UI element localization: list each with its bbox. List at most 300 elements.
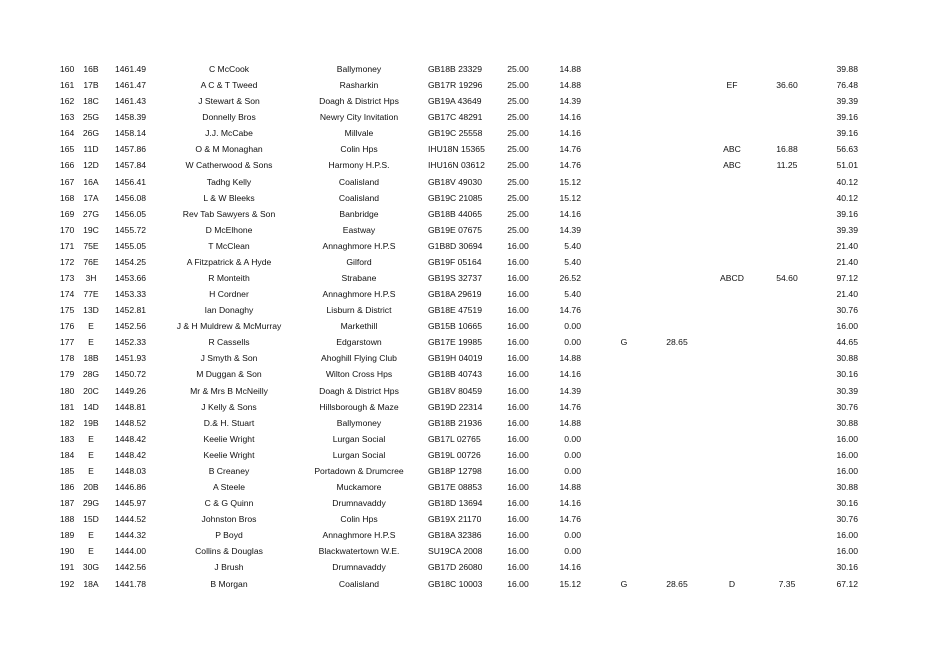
fancier-name-cell: O & M Monaghan bbox=[195, 144, 263, 155]
velocity-cell: 1450.72 bbox=[115, 369, 147, 380]
club-cell: Harmony H.P.S. bbox=[328, 160, 390, 171]
fancier-name-cell: C & G Quinn bbox=[204, 498, 254, 509]
section-cell: 18B bbox=[83, 353, 99, 364]
prize-points-cell: 25.00 bbox=[507, 80, 529, 91]
table-row bbox=[0, 511, 936, 527]
section-points-cell: 14.88 bbox=[559, 64, 581, 74]
prize-points-cell: 16.00 bbox=[507, 546, 529, 557]
section-cell: 26G bbox=[82, 128, 100, 139]
ring-number-cell: GB18D 13694 bbox=[428, 498, 483, 509]
pool2-code-cell: D bbox=[728, 578, 736, 589]
prize-points-cell: 25.00 bbox=[507, 224, 529, 235]
prize-points-cell: 25.00 bbox=[507, 160, 529, 171]
section-cell: 27G bbox=[82, 208, 100, 219]
table-row bbox=[0, 270, 936, 286]
total-cell: 39.16 bbox=[836, 112, 858, 123]
section-cell: 18A bbox=[83, 578, 99, 589]
table-row bbox=[0, 559, 936, 575]
section-points-cell: 5.40 bbox=[564, 289, 581, 300]
section-points-cell: 0.00 bbox=[564, 449, 581, 460]
fancier-name-cell: Rev Tab Sawyers & Son bbox=[182, 208, 276, 219]
position-cell: 189 bbox=[60, 530, 75, 541]
fancier-name-cell: A Steele bbox=[212, 482, 245, 493]
prize-points-cell: 25.00 bbox=[507, 208, 529, 219]
velocity-cell: 1458.14 bbox=[115, 128, 147, 139]
pool2-code-cell: ABC bbox=[723, 144, 741, 155]
position-cell: 165 bbox=[60, 144, 75, 155]
fancier-name-cell: Tadhg Kelly bbox=[206, 176, 252, 187]
velocity-cell: 1453.33 bbox=[115, 289, 147, 300]
ring-number-cell: GB17E 19985 bbox=[428, 337, 482, 348]
fancier-name-cell: D McElhone bbox=[205, 224, 253, 235]
section-points-cell: 14.88 bbox=[559, 482, 581, 493]
table-row bbox=[0, 463, 936, 479]
fancier-name-cell: R Cassells bbox=[208, 337, 250, 348]
club-cell: Ballymoney bbox=[336, 64, 382, 74]
velocity-cell: 1446.86 bbox=[115, 482, 147, 493]
ring-number-cell: GB19X 21170 bbox=[428, 514, 482, 525]
velocity-cell: 1448.81 bbox=[115, 401, 147, 412]
table-row bbox=[0, 61, 936, 77]
position-cell: 171 bbox=[60, 240, 75, 251]
section-cell: 20B bbox=[83, 482, 99, 493]
ring-number-cell: GB18C 10003 bbox=[428, 578, 483, 589]
prize-points-cell: 16.00 bbox=[507, 530, 529, 541]
table-row bbox=[0, 350, 936, 366]
prize-points-cell: 25.00 bbox=[507, 96, 529, 107]
position-cell: 162 bbox=[60, 96, 75, 107]
fancier-name-cell: Keelie Wright bbox=[203, 449, 255, 460]
table-row bbox=[0, 286, 936, 302]
ring-number-cell: GB19D 22314 bbox=[428, 401, 483, 412]
club-cell: Lurgan Social bbox=[332, 433, 386, 444]
position-cell: 188 bbox=[60, 514, 75, 525]
ring-number-cell: GB19C 21085 bbox=[428, 192, 483, 203]
section-points-cell: 14.16 bbox=[559, 498, 581, 509]
position-cell: 164 bbox=[60, 128, 75, 139]
section-cell: 25G bbox=[82, 112, 100, 123]
table-row bbox=[0, 157, 936, 173]
ring-number-cell: GB18V 49030 bbox=[428, 176, 482, 187]
total-cell: 30.76 bbox=[836, 514, 858, 525]
section-cell: 13D bbox=[83, 305, 99, 316]
prize-points-cell: 16.00 bbox=[507, 562, 529, 573]
total-cell: 21.40 bbox=[836, 289, 858, 300]
club-cell: Lisburn & District bbox=[326, 305, 392, 316]
fancier-name-cell: Donnelly Bros bbox=[202, 112, 256, 123]
section-cell: 30G bbox=[82, 562, 100, 573]
club-cell: Gilford bbox=[346, 256, 372, 267]
pool1-code-cell: G bbox=[620, 337, 628, 348]
section-cell: 29G bbox=[82, 498, 100, 509]
total-cell: 21.40 bbox=[836, 240, 858, 251]
prize-points-cell: 25.00 bbox=[507, 64, 529, 74]
velocity-cell: 1455.72 bbox=[115, 224, 147, 235]
section-points-cell: 14.16 bbox=[559, 208, 581, 219]
section-points-cell: 5.40 bbox=[564, 240, 581, 251]
club-cell: Blackwatertown W.E. bbox=[318, 546, 400, 557]
prize-points-cell: 16.00 bbox=[507, 273, 529, 284]
pool2-code-cell: ABCD bbox=[720, 273, 744, 284]
ring-number-cell: IHU18N 15365 bbox=[428, 144, 485, 155]
prize-points-cell: 16.00 bbox=[507, 401, 529, 412]
velocity-cell: 1444.00 bbox=[115, 546, 147, 557]
ring-number-cell: GB15B 10665 bbox=[428, 321, 482, 332]
velocity-cell: 1448.42 bbox=[115, 433, 147, 444]
pool2-amount-cell: 7.35 bbox=[778, 578, 796, 589]
section-cell: E bbox=[88, 433, 94, 444]
total-cell: 16.00 bbox=[836, 465, 858, 476]
total-cell: 16.00 bbox=[836, 433, 858, 444]
fancier-name-cell: P Boyd bbox=[215, 530, 243, 541]
position-cell: 187 bbox=[60, 498, 75, 509]
fancier-name-cell: J Kelly & Sons bbox=[201, 401, 257, 412]
ring-number-cell: GB17D 26080 bbox=[428, 562, 483, 573]
total-cell: 30.16 bbox=[836, 498, 858, 509]
fancier-name-cell: M Duggan & Son bbox=[196, 369, 262, 380]
section-points-cell: 0.00 bbox=[564, 465, 581, 476]
table-row bbox=[0, 302, 936, 318]
total-cell: 30.88 bbox=[836, 353, 858, 364]
ring-number-cell: G1B8D 30694 bbox=[428, 240, 483, 251]
position-cell: 174 bbox=[60, 289, 75, 300]
prize-points-cell: 16.00 bbox=[507, 498, 529, 509]
total-cell: 39.88 bbox=[836, 64, 858, 74]
section-cell: E bbox=[88, 337, 94, 348]
velocity-cell: 1452.56 bbox=[115, 321, 147, 332]
table-row bbox=[0, 125, 936, 141]
fancier-name-cell: J & H Muldrew & McMurray bbox=[176, 321, 282, 332]
club-cell: Markethill bbox=[340, 321, 378, 332]
velocity-cell: 1448.42 bbox=[115, 449, 147, 460]
ring-number-cell: GB17L 02765 bbox=[428, 433, 481, 444]
section-cell: 19C bbox=[83, 224, 99, 235]
prize-points-cell: 16.00 bbox=[507, 289, 529, 300]
table-row bbox=[0, 206, 936, 222]
club-cell: Ahoghill Flying Club bbox=[321, 353, 397, 364]
total-cell: 30.16 bbox=[836, 562, 858, 573]
position-cell: 166 bbox=[60, 160, 75, 171]
section-points-cell: 14.39 bbox=[559, 385, 581, 396]
position-cell: 191 bbox=[60, 562, 75, 573]
total-cell: 97.12 bbox=[836, 273, 858, 284]
velocity-cell: 1456.08 bbox=[115, 192, 147, 203]
fancier-name-cell: T McClean bbox=[208, 240, 250, 251]
ring-number-cell: GB17R 19296 bbox=[428, 80, 483, 91]
pool2-code-cell: EF bbox=[726, 80, 738, 91]
velocity-cell: 1458.39 bbox=[115, 112, 147, 123]
club-cell: Hillsborough & Maze bbox=[319, 401, 399, 412]
ring-number-cell: GB18B 23329 bbox=[428, 64, 482, 74]
total-cell: 16.00 bbox=[836, 449, 858, 460]
table-row bbox=[0, 495, 936, 511]
position-cell: 179 bbox=[60, 369, 75, 380]
ring-number-cell: GB18A 32386 bbox=[428, 530, 482, 541]
velocity-cell: 1444.52 bbox=[115, 514, 147, 525]
fancier-name-cell: A C & T Tweed bbox=[200, 80, 258, 91]
table-row bbox=[0, 447, 936, 463]
section-cell: 17A bbox=[83, 192, 99, 203]
table-row bbox=[0, 174, 936, 190]
club-cell: Colin Hps bbox=[340, 144, 378, 155]
ring-number-cell: SU19CA 2008 bbox=[428, 546, 483, 557]
ring-number-cell: GB19E 07675 bbox=[428, 224, 482, 235]
club-cell: Muckamore bbox=[336, 482, 382, 493]
section-points-cell: 0.00 bbox=[564, 546, 581, 557]
table-row bbox=[0, 222, 936, 238]
fancier-name-cell: Keelie Wright bbox=[203, 433, 255, 444]
section-cell: 20C bbox=[83, 385, 99, 396]
total-cell: 39.39 bbox=[836, 224, 858, 235]
section-cell: 18C bbox=[83, 96, 99, 107]
prize-points-cell: 16.00 bbox=[507, 433, 529, 444]
ring-number-cell: GB17C 48291 bbox=[428, 112, 483, 123]
section-points-cell: 0.00 bbox=[564, 321, 581, 332]
club-cell: Newry City Invitation bbox=[319, 112, 399, 123]
position-cell: 192 bbox=[60, 578, 75, 589]
section-cell: E bbox=[88, 530, 94, 541]
ring-number-cell: GB18E 47519 bbox=[428, 305, 482, 316]
total-cell: 76.48 bbox=[836, 80, 858, 91]
club-cell: Drumnavaddy bbox=[332, 498, 386, 509]
total-cell: 16.00 bbox=[836, 321, 858, 332]
pool2-code-cell: ABC bbox=[723, 160, 741, 171]
total-cell: 21.40 bbox=[836, 256, 858, 267]
table-row bbox=[0, 318, 936, 334]
position-cell: 161 bbox=[60, 80, 75, 91]
club-cell: Colin Hps bbox=[340, 514, 378, 525]
velocity-cell: 1444.32 bbox=[115, 530, 147, 541]
table-row bbox=[0, 383, 936, 399]
section-cell: 28G bbox=[82, 369, 100, 380]
prize-points-cell: 16.00 bbox=[507, 385, 529, 396]
total-cell: 51.01 bbox=[836, 160, 858, 171]
position-cell: 160 bbox=[60, 64, 75, 74]
ring-number-cell: GB18V 80459 bbox=[428, 385, 482, 396]
total-cell: 67.12 bbox=[836, 578, 858, 589]
fancier-name-cell: D.& H. Stuart bbox=[203, 417, 255, 428]
section-points-cell: 14.39 bbox=[559, 96, 581, 107]
section-points-cell: 15.12 bbox=[559, 192, 581, 203]
ring-number-cell: IHU16N 03612 bbox=[428, 160, 485, 171]
club-cell: Ballymoney bbox=[336, 417, 382, 428]
fancier-name-cell: J Smyth & Son bbox=[200, 353, 258, 364]
total-cell: 30.39 bbox=[836, 385, 858, 396]
club-cell: Annaghmore H.P.S bbox=[322, 240, 396, 251]
velocity-cell: 1457.86 bbox=[115, 144, 147, 155]
velocity-cell: 1449.26 bbox=[115, 385, 147, 396]
section-cell: 11D bbox=[83, 144, 99, 155]
section-points-cell: 14.76 bbox=[559, 514, 581, 525]
position-cell: 185 bbox=[60, 465, 75, 476]
club-cell: Rasharkin bbox=[339, 80, 379, 91]
section-points-cell: 14.16 bbox=[559, 128, 581, 139]
total-cell: 39.16 bbox=[836, 128, 858, 139]
club-cell: Portadown & Drumcree bbox=[314, 465, 404, 476]
ring-number-cell: GB19S 32737 bbox=[428, 273, 482, 284]
section-cell: 19B bbox=[83, 417, 99, 428]
fancier-name-cell: A Fitzpatrick & A Hyde bbox=[186, 256, 272, 267]
fancier-name-cell: C McCook bbox=[208, 64, 250, 74]
ring-number-cell: GB19C 25558 bbox=[428, 128, 483, 139]
fancier-name-cell: J.J. McCabe bbox=[205, 128, 253, 139]
velocity-cell: 1451.93 bbox=[115, 353, 147, 364]
ring-number-cell: GB18B 44065 bbox=[428, 208, 482, 219]
table-row bbox=[0, 141, 936, 157]
section-points-cell: 14.16 bbox=[559, 562, 581, 573]
ring-number-cell: GB19L 00726 bbox=[428, 449, 481, 460]
total-cell: 30.76 bbox=[836, 401, 858, 412]
prize-points-cell: 16.00 bbox=[507, 417, 529, 428]
club-cell: Lurgan Social bbox=[332, 449, 386, 460]
fancier-name-cell: Ian Donaghy bbox=[204, 305, 254, 316]
position-cell: 190 bbox=[60, 546, 75, 557]
club-cell: Banbridge bbox=[339, 208, 379, 219]
position-cell: 170 bbox=[60, 224, 75, 235]
ring-number-cell: GB19A 43649 bbox=[428, 96, 482, 107]
club-cell: Drumnavaddy bbox=[332, 562, 386, 573]
pool1-amount-cell: 28.65 bbox=[666, 337, 688, 348]
section-cell: 75E bbox=[83, 240, 99, 251]
position-cell: 173 bbox=[60, 273, 75, 284]
velocity-cell: 1455.05 bbox=[115, 240, 147, 251]
section-points-cell: 14.76 bbox=[559, 401, 581, 412]
velocity-cell: 1454.25 bbox=[115, 256, 147, 267]
velocity-cell: 1461.43 bbox=[115, 96, 147, 107]
prize-points-cell: 16.00 bbox=[507, 240, 529, 251]
club-cell: Millvale bbox=[344, 128, 374, 139]
position-cell: 172 bbox=[60, 256, 75, 267]
table-row bbox=[0, 415, 936, 431]
pool1-code-cell: G bbox=[620, 578, 628, 589]
section-points-cell: 14.76 bbox=[559, 305, 581, 316]
total-cell: 40.12 bbox=[836, 192, 858, 203]
section-cell: 12D bbox=[83, 160, 99, 171]
prize-points-cell: 16.00 bbox=[507, 369, 529, 380]
section-points-cell: 0.00 bbox=[564, 530, 581, 541]
section-points-cell: 0.00 bbox=[564, 433, 581, 444]
total-cell: 30.16 bbox=[836, 369, 858, 380]
total-cell: 40.12 bbox=[836, 176, 858, 187]
fancier-name-cell: Collins & Douglas bbox=[195, 546, 263, 557]
position-cell: 178 bbox=[60, 353, 75, 364]
pool2-amount-cell: 16.88 bbox=[776, 144, 798, 155]
club-cell: Doagh & District Hps bbox=[319, 96, 399, 107]
section-points-cell: 14.16 bbox=[559, 112, 581, 123]
pool2-amount-cell: 36.60 bbox=[776, 80, 798, 91]
fancier-name-cell: H Cordner bbox=[209, 289, 249, 300]
section-cell: E bbox=[88, 321, 94, 332]
club-cell: Doagh & District Hps bbox=[319, 385, 399, 396]
fancier-name-cell: B Morgan bbox=[210, 578, 248, 589]
section-points-cell: 14.76 bbox=[559, 144, 581, 155]
section-points-cell: 15.12 bbox=[559, 176, 581, 187]
table-row bbox=[0, 254, 936, 270]
section-cell: 76E bbox=[83, 256, 99, 267]
club-cell: Annaghmore H.P.S bbox=[322, 530, 396, 541]
fancier-name-cell: R Monteith bbox=[208, 273, 250, 284]
table-row bbox=[0, 527, 936, 543]
section-cell: E bbox=[88, 465, 94, 476]
prize-points-cell: 16.00 bbox=[507, 256, 529, 267]
ring-number-cell: GB18A 29619 bbox=[428, 289, 482, 300]
table-row bbox=[0, 238, 936, 254]
prize-points-cell: 16.00 bbox=[507, 337, 529, 348]
prize-points-cell: 16.00 bbox=[507, 305, 529, 316]
pool2-amount-cell: 11.25 bbox=[776, 160, 798, 171]
prize-points-cell: 16.00 bbox=[507, 449, 529, 460]
position-cell: 167 bbox=[60, 176, 75, 187]
table-row bbox=[0, 77, 936, 93]
prize-points-cell: 25.00 bbox=[507, 128, 529, 139]
position-cell: 181 bbox=[60, 401, 75, 412]
fancier-name-cell: J Stewart & Son bbox=[198, 96, 260, 107]
table-row bbox=[0, 543, 936, 559]
position-cell: 168 bbox=[60, 192, 75, 203]
velocity-cell: 1448.03 bbox=[115, 465, 147, 476]
club-cell: Wilton Cross Hps bbox=[325, 369, 393, 380]
velocity-cell: 1461.47 bbox=[115, 80, 147, 91]
total-cell: 56.63 bbox=[836, 144, 858, 155]
ring-number-cell: GB18P 12798 bbox=[428, 465, 482, 476]
position-cell: 177 bbox=[60, 337, 75, 348]
velocity-cell: 1452.81 bbox=[115, 305, 147, 316]
prize-points-cell: 16.00 bbox=[507, 578, 529, 589]
club-cell: Strabane bbox=[341, 273, 377, 284]
table-row bbox=[0, 190, 936, 206]
section-points-cell: 0.00 bbox=[564, 337, 581, 348]
position-cell: 182 bbox=[60, 417, 75, 428]
total-cell: 30.88 bbox=[836, 482, 858, 493]
prize-points-cell: 25.00 bbox=[507, 112, 529, 123]
table-row bbox=[0, 399, 936, 415]
section-cell: E bbox=[88, 449, 94, 460]
table-row bbox=[0, 109, 936, 125]
section-cell: 16B bbox=[83, 64, 99, 74]
prize-points-cell: 25.00 bbox=[507, 144, 529, 155]
position-cell: 184 bbox=[60, 449, 75, 460]
prize-points-cell: 16.00 bbox=[507, 321, 529, 332]
position-cell: 169 bbox=[60, 208, 75, 219]
section-points-cell: 14.39 bbox=[559, 224, 581, 235]
club-cell: Edgarstown bbox=[336, 337, 382, 348]
velocity-cell: 1457.84 bbox=[115, 160, 147, 171]
prize-points-cell: 16.00 bbox=[507, 514, 529, 525]
table-row bbox=[0, 366, 936, 382]
prize-points-cell: 25.00 bbox=[507, 192, 529, 203]
results-table bbox=[0, 61, 936, 592]
total-cell: 39.39 bbox=[836, 96, 858, 107]
fancier-name-cell: Johnston Bros bbox=[201, 514, 257, 525]
ring-number-cell: GB19H 04019 bbox=[428, 353, 483, 364]
section-cell: 15D bbox=[83, 514, 99, 525]
pool1-amount-cell: 28.65 bbox=[666, 578, 688, 589]
total-cell: 30.88 bbox=[836, 417, 858, 428]
velocity-cell: 1441.78 bbox=[115, 578, 147, 589]
table-row bbox=[0, 479, 936, 495]
section-points-cell: 14.16 bbox=[559, 369, 581, 380]
fancier-name-cell: J Brush bbox=[214, 562, 244, 573]
ring-number-cell: GB18B 40743 bbox=[428, 369, 482, 380]
section-cell: E bbox=[88, 546, 94, 557]
velocity-cell: 1461.49 bbox=[115, 64, 147, 74]
velocity-cell: 1442.56 bbox=[115, 562, 147, 573]
prize-points-cell: 25.00 bbox=[507, 176, 529, 187]
position-cell: 186 bbox=[60, 482, 75, 493]
prize-points-cell: 16.00 bbox=[507, 353, 529, 364]
ring-number-cell: GB18B 21936 bbox=[428, 417, 482, 428]
section-points-cell: 14.76 bbox=[559, 160, 581, 171]
